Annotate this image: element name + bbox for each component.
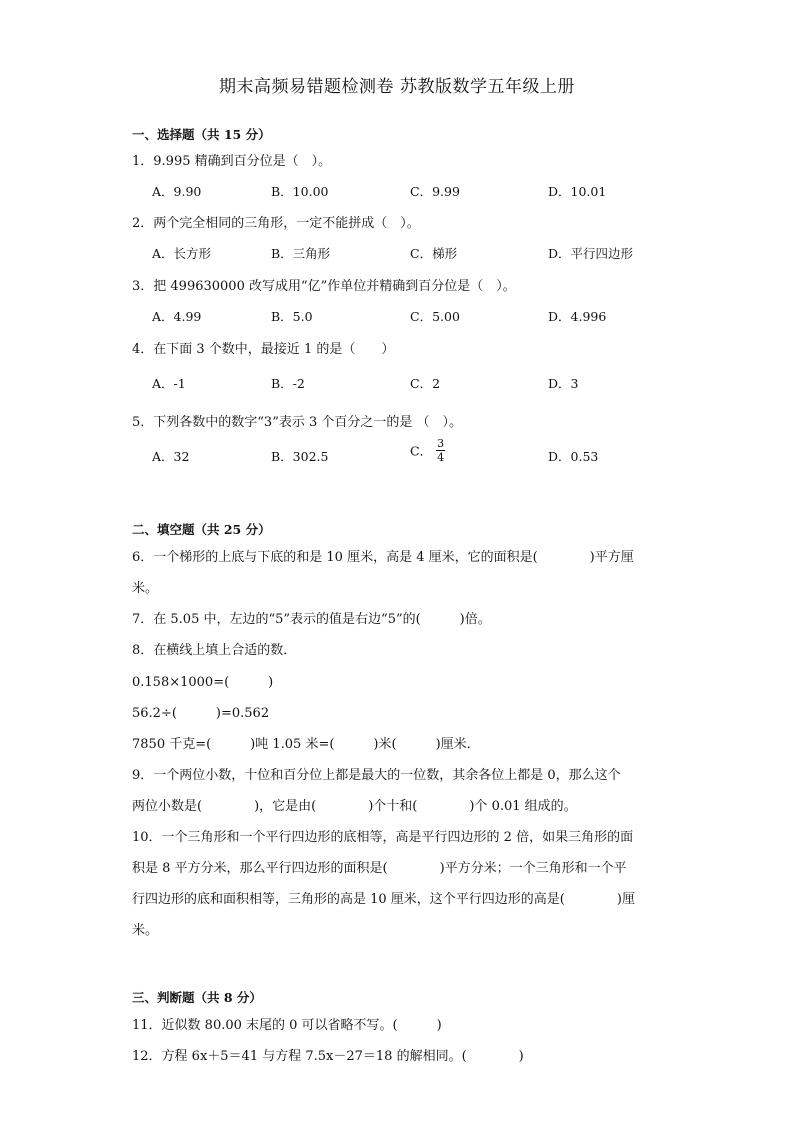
question-6-line-1: 6．一个梯形的上底与下底的和是 10 厘米，高是 4 厘米，它的面积是( )平方厘 [132,550,634,565]
question-2-stem: 2．两个完全相同的三角形，一定不能拼成（ ）。 [132,216,420,231]
q4-option-b: B．-2 [271,376,305,391]
question-8-line-3: 7850 千克=( )吨 1.05 米=( )米( )厘米． [132,737,480,752]
question-7: 7．在 5.05 中，左边的“5”表示的值是右边“5”的( )倍。 [132,612,491,627]
section-heading-choice: 一、选择题（共 15 分） [132,127,271,142]
q3-option-b: B．5.0 [271,309,313,324]
q2-option-d: D．平行四边形 [548,246,634,261]
fraction-numerator: 3 [437,437,445,450]
question-11: 11．近似数 80.00 末尾的 0 可以省略不写。( ) [132,1018,442,1033]
q5-option-c-fraction [436,437,445,464]
section-heading-fill: 二、填空题（共 25 分） [132,522,271,537]
q4-option-a: A．-1 [152,376,186,391]
q2-option-c: C．梯形 [410,246,458,261]
question-8-line-1: 0.158×1000=( ) [132,675,274,690]
question-1-stem: 1．9.995 精确到百分位是（ ）。 [132,154,332,169]
question-10-line-4: 米。 [132,923,159,938]
question-6-line-2: 米。 [132,581,159,596]
question-5-stem: 5．下列各数中的数字“3”表示 3 个百分之一的是 （ ）。 [132,415,463,430]
fraction-denominator: 4 [437,451,445,464]
question-10-line-1: 10．一个三角形和一个平行四边形的底相等，高是平行四边形的 2 倍，如果三角形的面 [132,830,634,845]
question-12: 12．方程 6x＋5＝41 与方程 7.5x－27＝18 的解相同。( ) [132,1049,524,1064]
q1-option-a: A．9.90 [152,184,202,199]
q2-option-a: A．长方形 [152,246,212,261]
question-4-stem: 4．在下面 3 个数中，最接近 1 的是（ ） [132,342,395,357]
q2-option-b: B．三角形 [271,246,331,261]
q5-option-a: A．32 [152,449,190,464]
page-title: 期末高频易错题检测卷 苏教版数学五年级上册 [219,77,575,97]
section-heading-judge: 三、判断题（共 8 分） [132,990,262,1005]
q4-option-c: C．2 [410,376,441,391]
question-8-stem: 8．在横线上填上合适的数． [132,643,297,658]
q5-option-b: B．302.5 [271,449,329,464]
q1-option-d: D．10.01 [548,184,607,199]
question-9-line-2: 两位小数是( )，它是由( )个十和( )个 0.01 组成的。 [132,799,577,814]
q3-option-d: D．4.996 [548,309,607,324]
q1-option-c: C．9.99 [410,184,460,199]
q1-option-b: B．10.00 [271,184,329,199]
question-10-line-3: 行四边形的底和面积相等，三角形的高是 10 厘米，这个平行四边形的高是( )厘 [132,892,635,907]
q4-option-d: D．3 [548,376,579,391]
question-10-line-2: 积是 8 平方分米，那么平行四边形的面积是( )平方分米；一个三角形和一个平 [132,861,627,876]
q3-option-a: A．4.99 [152,309,202,324]
question-8-line-2: 56.2÷( )=0.562 [132,706,270,721]
question-3-stem: 3．把 499630000 改写成用“亿”作单位并精确到百分位是（ ）。 [132,279,516,294]
q5-option-c-prefix: C． [410,443,433,459]
q3-option-c: C．5.00 [410,309,460,324]
question-9-line-1: 9．一个两位小数，十位和百分位上都是最大的一位数，其余各位上都是 0，那么这个 [132,768,621,783]
q5-option-c [410,437,445,464]
q5-option-d: D．0.53 [548,449,599,464]
